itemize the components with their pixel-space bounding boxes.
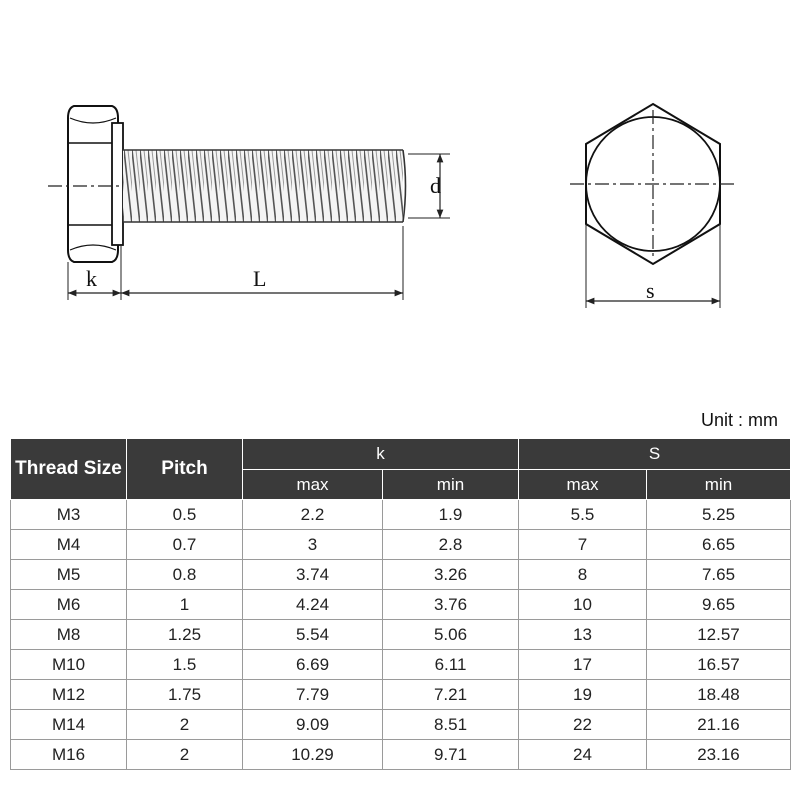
cell-k-min: 2.8 [383,530,519,560]
cell-thread-size: M8 [11,620,127,650]
cell-pitch: 2 [127,740,243,770]
cell-pitch: 1.75 [127,680,243,710]
cell-pitch: 1 [127,590,243,620]
table-row [11,620,791,650]
cell-thread-size: M5 [11,560,127,590]
cell-k-min: 3.76 [383,590,519,620]
cell-k-min: 9.71 [383,740,519,770]
cell-s-min: 18.48 [647,680,791,710]
cell-s-min: 21.16 [647,710,791,740]
cell-thread-size: M16 [11,740,127,770]
cell-pitch: 1.25 [127,620,243,650]
cell-k-max: 7.79 [243,680,383,710]
cell-s-max: 13 [519,620,647,650]
cell-pitch: 0.5 [127,500,243,530]
cell-pitch: 2 [127,710,243,740]
cell-k-max: 2.2 [243,500,383,530]
cell-pitch: 0.7 [127,530,243,560]
header-thread-size: Thread Size [11,439,127,500]
cell-s-min: 6.65 [647,530,791,560]
cell-s-max: 17 [519,650,647,680]
cell-k-min: 7.21 [383,680,519,710]
cell-s-max: 10 [519,590,647,620]
bolt-spec-table [10,438,791,770]
table-row [11,650,791,680]
cell-k-min: 5.06 [383,620,519,650]
bolt-washer-face [112,123,123,245]
bolt-side-view [48,106,450,300]
cell-k-min: 3.26 [383,560,519,590]
header-k-min: min [383,470,519,500]
cell-s-min: 9.65 [647,590,791,620]
table-row [11,530,791,560]
cell-s-max: 5.5 [519,500,647,530]
header-s-min: min [647,470,791,500]
cell-s-max: 22 [519,710,647,740]
cell-s-max: 24 [519,740,647,770]
header-s: S [519,439,791,470]
cell-thread-size: M4 [11,530,127,560]
unit-label: Unit : mm [700,410,778,430]
cell-s-max: 7 [519,530,647,560]
cell-k-max: 10.29 [243,740,383,770]
cell-k-min: 6.11 [383,650,519,680]
cell-s-min: 7.65 [647,560,791,590]
cell-k-min: 8.51 [383,710,519,740]
table-row [11,680,791,710]
table-row [11,710,791,740]
cell-k-max: 4.24 [243,590,383,620]
dim-label-d: d [430,173,441,198]
cell-s-min: 16.57 [647,650,791,680]
cell-s-min: 23.16 [647,740,791,770]
dim-label-s: s [646,278,655,303]
cell-k-min: 1.9 [383,500,519,530]
cell-thread-size: M3 [11,500,127,530]
cell-k-max: 6.69 [243,650,383,680]
table-row [11,740,791,770]
spec-table-body [11,500,791,770]
dim-label-k: k [86,266,97,291]
dim-label-L: L [253,266,267,291]
cell-s-min: 12.57 [647,620,791,650]
cell-thread-size: M12 [11,680,127,710]
cell-thread-size: M14 [11,710,127,740]
cell-thread-size: M6 [11,590,127,620]
cell-k-max: 3.74 [243,560,383,590]
bolt-end-view [570,104,736,308]
cell-k-max: 9.09 [243,710,383,740]
cell-thread-size: M10 [11,650,127,680]
header-k: k [243,439,519,470]
cell-s-min: 5.25 [647,500,791,530]
table-row [11,590,791,620]
cell-pitch: 1.5 [127,650,243,680]
bolt-head-side [68,106,118,262]
cell-k-max: 5.54 [243,620,383,650]
header-s-max: max [519,470,647,500]
cell-pitch: 0.8 [127,560,243,590]
header-pitch: Pitch [127,439,243,500]
header-k-max: max [243,470,383,500]
table-row [11,560,791,590]
table-row [11,500,791,530]
cell-s-max: 19 [519,680,647,710]
cell-s-max: 8 [519,560,647,590]
cell-k-max: 3 [243,530,383,560]
